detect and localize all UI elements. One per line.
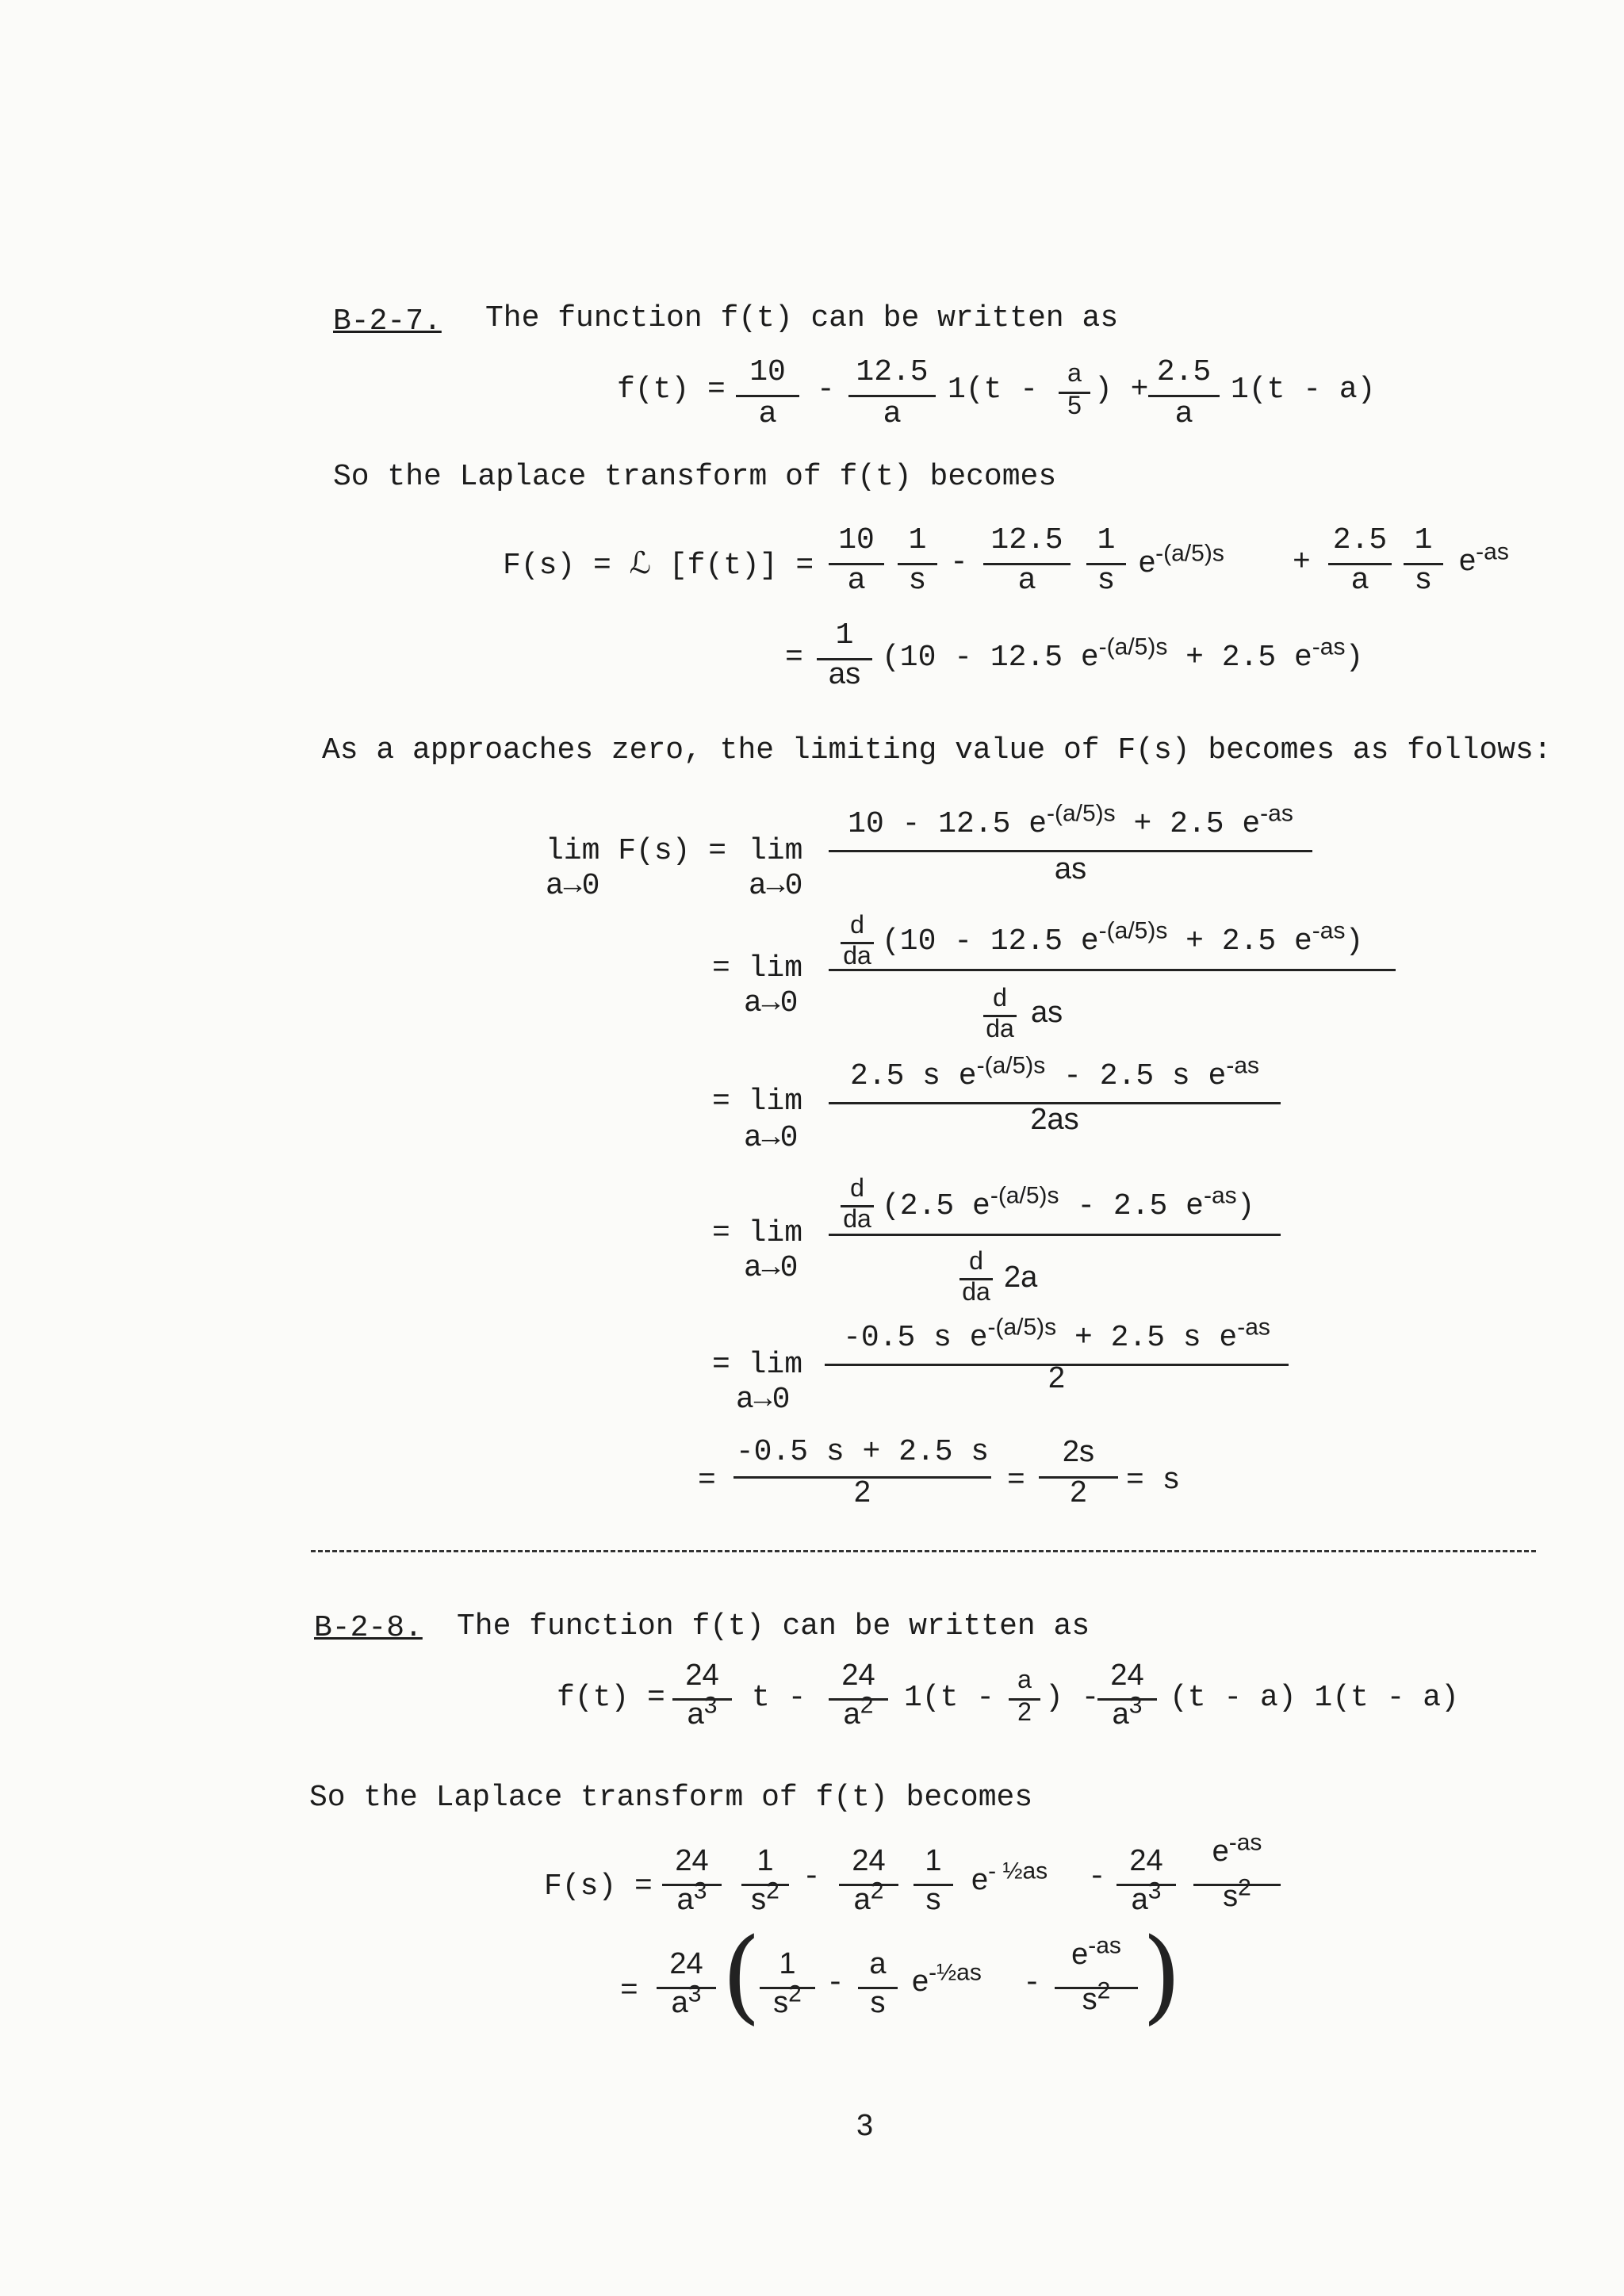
b27-Fs-plus: + xyxy=(1293,545,1311,580)
b27-L2-ddB xyxy=(983,983,1017,1043)
b27-L2-d2: d xyxy=(993,983,1007,1012)
b27-Fs2-sup-b: -as xyxy=(1312,633,1346,660)
b27-ft-term1-num: 10 xyxy=(749,355,786,389)
b27-Fs-t2 xyxy=(983,523,1071,598)
b27-Fs-minus: - xyxy=(950,545,968,580)
b28-ft-a2-num: a xyxy=(1017,1665,1032,1693)
b27-L4-ddB xyxy=(959,1246,993,1307)
b27-L6-den: 2 xyxy=(853,1475,871,1509)
b28-G-num: 24 xyxy=(669,1947,703,1980)
b27-lim-lhs-sub: a→0 xyxy=(546,869,600,903)
b28-G2-den: s xyxy=(870,1986,886,2019)
b27-ft-term2-den: a xyxy=(883,396,901,429)
b27-L3-num-b: - 2.5 s e xyxy=(1063,1059,1227,1093)
b27-Fs2-frac xyxy=(817,618,872,691)
b28-ft-t1-pow: 3 xyxy=(703,1692,718,1719)
b27-Fs2-num: 1 xyxy=(835,618,854,652)
b28-G-pow: 3 xyxy=(688,1980,702,2007)
b28-ft-t3 xyxy=(1097,1659,1157,1732)
b27-L4-num-sup2: -as xyxy=(1203,1182,1237,1209)
b27-L2-num-sup: -(a/5)s xyxy=(1098,917,1168,944)
b27-Fs-exp3 xyxy=(1459,538,1509,578)
b27-Fs-t1b xyxy=(898,523,937,596)
problem-label-b27: B-2-7. xyxy=(333,304,442,339)
b27-Fs2-close: ) xyxy=(1345,641,1364,675)
b27-L6-num: -0.5 s + 2.5 s xyxy=(735,1435,990,1469)
b27-L1-den-s: s xyxy=(1071,852,1087,886)
b27-L4-num-b: - 2.5 e xyxy=(1077,1189,1204,1223)
b27-Fs-t1-den: a xyxy=(848,562,865,595)
b27-L4-num-c: ) xyxy=(1236,1189,1255,1223)
b27-L2-num-c: ) xyxy=(1345,924,1364,959)
b27-L6-eq: = xyxy=(698,1464,716,1498)
b27-L3-num-a: 2.5 s e xyxy=(849,1059,977,1093)
b27-Fs-t2b-den: s xyxy=(1098,562,1114,595)
b28-G3-den: s xyxy=(1082,1983,1097,2016)
b27-ft-term2 xyxy=(848,355,936,431)
b27-Fs-t3b xyxy=(1404,523,1443,596)
right-paren: ) xyxy=(1142,1917,1182,2035)
b28-G3 xyxy=(1055,1932,1138,2017)
b27-Fs-t1-num: 10 xyxy=(838,523,875,557)
b28-F3b-num-sup: -as xyxy=(1228,1829,1262,1856)
b27-L1-num-a: 10 - 12.5 e xyxy=(848,807,1047,841)
b27-Fs-t3-num: 2.5 xyxy=(1332,523,1388,557)
b28-F3-den: a xyxy=(1131,1883,1148,1916)
b28-F3 xyxy=(1116,1844,1176,1917)
b27-L3-eq-lim xyxy=(712,1085,802,1119)
b27-ft-term3-num: 2.5 xyxy=(1156,355,1212,389)
b28-F-minus: - xyxy=(802,1860,821,1894)
b27-Fs-t3b-num: 1 xyxy=(1414,523,1433,557)
b28-F3b-den: s xyxy=(1223,1880,1239,1913)
b27-ft-term1-den: a xyxy=(759,396,776,429)
b28-F1-num: 24 xyxy=(675,1844,709,1877)
b28-G3-num: e xyxy=(1071,1938,1089,1971)
b27-Fs-t3 xyxy=(1328,523,1392,598)
b27-ft-a-over-5 xyxy=(1059,358,1090,420)
b27-L5-den: 2 xyxy=(1048,1361,1066,1395)
b27-ft-term1 xyxy=(736,355,799,431)
b27-L1-num-sup: -(a/5)s xyxy=(1047,800,1116,827)
b28-G2 xyxy=(858,1947,898,2020)
b27-Fs-t1 xyxy=(829,523,884,598)
b28-F2b-den: s xyxy=(925,1883,941,1916)
b27-L4-lim: lim xyxy=(748,1216,803,1250)
b27-L2-num-a: (10 - 12.5 e xyxy=(882,924,1099,959)
b27-L2-da2: da xyxy=(986,1014,1014,1043)
b27-L6-den2: 2 xyxy=(1070,1475,1087,1509)
b28-ft-t2-close: ) - xyxy=(1045,1681,1100,1715)
b27-limit-intro: As a approaches zero, the limiting value of F(s) becomes as follows: xyxy=(322,733,1552,767)
b27-ft-step1: 1(t - xyxy=(948,373,1039,407)
b28-G1-den: s xyxy=(773,1986,789,2019)
b27-L3-sub: a→0 xyxy=(744,1121,799,1155)
b27-ft-term3 xyxy=(1148,355,1220,431)
b28-F1-pow: 3 xyxy=(693,1877,707,1904)
b27-L5-sub: a→0 xyxy=(736,1383,791,1417)
b28-G2-exp xyxy=(912,1959,982,1999)
b27-L5-num-sup: -(a/5)s xyxy=(987,1314,1057,1341)
b27-L2-da: da xyxy=(843,941,871,970)
b27-laplace-intro: So the Laplace transform of f(t) becomes xyxy=(333,460,1057,494)
b27-Fs2-den-s: s xyxy=(845,657,861,691)
b27-Fs-exp3-sup: -as xyxy=(1476,538,1509,565)
b28-F2-exp-sup: - ½as xyxy=(988,1858,1048,1885)
b28-G1-pow: 2 xyxy=(788,1980,802,2007)
b27-L2-den-s: s xyxy=(1048,996,1063,1029)
b27-L1-num-sup2: -as xyxy=(1260,800,1293,827)
b28-ft-a2-den: 2 xyxy=(1017,1697,1032,1726)
b27-Fs-t2b xyxy=(1086,523,1126,596)
b27-Fs-exp3-base: e xyxy=(1459,544,1477,577)
b27-L4-eq: = xyxy=(712,1216,730,1250)
b28-ft-t3-den: a xyxy=(1112,1697,1129,1731)
b28-ft-t2-pow: 2 xyxy=(860,1692,874,1719)
b28-ft-t1-num: 24 xyxy=(685,1659,719,1692)
b27-L5-eq-lim xyxy=(712,1348,802,1382)
b27-Fs-exp2-sup: -(a/5)s xyxy=(1155,540,1224,567)
b28-F1b-num: 1 xyxy=(756,1844,774,1877)
b27-Fs-t1b-den: s xyxy=(910,562,925,595)
b27-ft-close: ) + xyxy=(1094,373,1149,407)
b28-F2-exp-base: e xyxy=(971,1863,989,1896)
b27-L3-den: 2as xyxy=(1030,1103,1079,1136)
b27-L2-num-b: + 2.5 e xyxy=(1185,924,1312,959)
b27-Fs-exp2 xyxy=(1139,540,1224,580)
b28-F1 xyxy=(662,1844,722,1917)
problem-label-b28: B-2-8. xyxy=(314,1611,423,1645)
b28-laplace-intro: So the Laplace transform of f(t) becomes xyxy=(309,1781,1033,1815)
b27-Fs-t2-den: a xyxy=(1018,562,1036,595)
b28-F2-exp xyxy=(971,1858,1048,1897)
b28-ft-t3-pow: 3 xyxy=(1128,1692,1143,1719)
b28-F3b xyxy=(1193,1829,1281,1914)
b27-Fs2-den: a xyxy=(828,657,846,691)
b28-F2b xyxy=(914,1844,953,1917)
b28-G xyxy=(657,1947,716,2020)
b27-Fs-exp2-base: e xyxy=(1139,545,1156,579)
b28-G3-pow: 2 xyxy=(1097,1977,1111,2004)
b27-L1-lim: lim xyxy=(749,834,803,868)
b28-ft-t2 xyxy=(829,1659,888,1732)
b28-F1b-den: s xyxy=(751,1883,767,1916)
b27-L2-eq: = xyxy=(712,951,730,985)
b28-ft-t2-den: a xyxy=(843,1697,860,1731)
b27-L2-sub: a→0 xyxy=(744,986,799,1020)
b27-L5-num-b: + 2.5 s e xyxy=(1074,1321,1238,1355)
b27-L6-tail: = s xyxy=(1126,1464,1181,1498)
b27-Fs2-eq: = xyxy=(785,641,803,675)
b27-L5-eq: = xyxy=(712,1348,730,1382)
b28-F2-den: a xyxy=(853,1883,871,1916)
b28-G3-num-sup: -as xyxy=(1088,1932,1121,1959)
b27-Fs-t3b-den: s xyxy=(1415,562,1431,595)
b28-G-eq: = xyxy=(620,1974,638,2008)
b27-L4-da: da xyxy=(843,1204,871,1233)
b27-L2-bar xyxy=(829,969,1396,971)
b28-F1b-pow: 2 xyxy=(766,1877,779,1904)
b28-intro: The function f(t) can be written as xyxy=(457,1609,1090,1644)
section-separator xyxy=(311,1550,1536,1552)
b27-L3-eq: = xyxy=(712,1085,730,1119)
b28-F3-num: 24 xyxy=(1129,1844,1163,1877)
b28-Fs-lhs: F(s) = xyxy=(544,1869,653,1904)
b28-G2-num: a xyxy=(869,1947,887,1980)
b27-L4-ddA xyxy=(841,1173,874,1234)
b27-L2-d: d xyxy=(850,910,864,939)
b28-F3-pow: 3 xyxy=(1147,1877,1162,1904)
b27-L4-sub: a→0 xyxy=(744,1251,799,1285)
b27-Fs-t2-num: 12.5 xyxy=(990,523,1063,557)
b27-L2-lim: lim xyxy=(748,951,803,985)
b28-ft-t3-rest: (t - a) 1(t - a) xyxy=(1170,1681,1459,1715)
b27-L6-frac2 xyxy=(1039,1435,1118,1510)
b27-lim-lhs: lim F(s) = xyxy=(546,834,727,868)
b27-Fs2-sup-a: -(a/5)s xyxy=(1098,633,1168,660)
b27-ft-lhs: f(t) = xyxy=(617,373,726,407)
b28-F2-pow: 2 xyxy=(870,1877,884,1904)
b27-L2-ddA xyxy=(841,910,874,970)
b28-ft-t1-den: a xyxy=(687,1697,704,1731)
b27-intro: The function f(t) can be written as xyxy=(485,301,1119,335)
b28-G2-exp-sup: -½as xyxy=(929,1959,982,1986)
b28-G1 xyxy=(760,1947,815,2020)
b27-ft-term3-den: a xyxy=(1175,396,1193,429)
b27-ft-a5-den: 5 xyxy=(1067,391,1082,419)
b27-L6-frac1 xyxy=(733,1435,991,1510)
b27-Fs2-part-a: (10 - 12.5 e xyxy=(882,641,1099,675)
b27-L1-sub: a→0 xyxy=(749,869,803,903)
b27-ft-step2: 1(t - a) xyxy=(1231,373,1376,407)
b28-ft-a-over-2 xyxy=(1009,1665,1040,1727)
b28-F2 xyxy=(839,1844,898,1917)
b28-F1-den: a xyxy=(676,1883,694,1916)
b27-L2-den xyxy=(1031,996,1063,1030)
b28-F2b-num: 1 xyxy=(925,1844,942,1877)
b28-F-minus2: - xyxy=(1088,1860,1106,1894)
b28-ft-t1 xyxy=(672,1659,732,1732)
b27-ft-term2-num: 12.5 xyxy=(856,355,929,389)
b27-L4-d2: d xyxy=(969,1246,983,1275)
b27-L3-num-sup2: -as xyxy=(1226,1052,1260,1079)
b27-L2-num-sup2: -as xyxy=(1312,917,1346,944)
b27-L5-num-a: -0.5 s e xyxy=(843,1321,988,1355)
b27-L3-num-sup: -(a/5)s xyxy=(976,1052,1046,1079)
b27-L6-num2: 2s xyxy=(1062,1435,1095,1468)
b27-Fs-t2b-num: 1 xyxy=(1097,523,1116,557)
b27-L2-den-a: a xyxy=(1031,996,1048,1029)
b27-L5-lim: lim xyxy=(748,1348,803,1382)
b27-Fs2-body xyxy=(882,633,1364,675)
b27-L4-num xyxy=(882,1182,1255,1223)
b28-ft-t2-rest: 1(t - xyxy=(904,1681,995,1715)
b27-Fs-t3-den: a xyxy=(1351,562,1369,595)
page-number: 3 xyxy=(856,2109,874,2142)
left-paren: ( xyxy=(722,1917,761,2035)
b28-G-den: a xyxy=(671,1986,688,2019)
b28-ft-t2-num: 24 xyxy=(841,1659,875,1692)
b28-F3b-pow: 2 xyxy=(1238,1874,1251,1901)
b28-F2-num: 24 xyxy=(852,1844,886,1877)
b27-L6-eq2: = xyxy=(1007,1464,1025,1498)
b27-L1-num-b: + 2.5 e xyxy=(1133,807,1261,841)
b27-L4-den: 2a xyxy=(1004,1261,1038,1294)
b28-G-minus2: - xyxy=(1023,1966,1041,2000)
b27-L1-den: a xyxy=(1054,852,1072,886)
b28-F3b-num: e xyxy=(1212,1835,1229,1868)
b27-L1-frac xyxy=(829,800,1312,886)
b27-ft-minus: - xyxy=(817,373,835,407)
b27-L4-num-a: (2.5 e xyxy=(882,1189,990,1223)
b27-L5-num-sup2: -as xyxy=(1237,1314,1270,1341)
b27-L4-d: d xyxy=(850,1173,864,1202)
b27-L4-bar xyxy=(829,1234,1281,1236)
b28-G1-num: 1 xyxy=(779,1947,796,1980)
b27-L4-num-sup: -(a/5)s xyxy=(990,1182,1059,1209)
b27-Fs-lhs: F(s) = ℒ [f(t)] = xyxy=(503,549,814,583)
b27-L2-eq-lim xyxy=(712,951,802,985)
b28-ft-lhs: f(t) = xyxy=(557,1681,665,1715)
b27-L5-frac xyxy=(825,1314,1289,1395)
b27-L2-num xyxy=(882,917,1364,959)
b27-ft-a5-num: a xyxy=(1067,358,1082,387)
b28-ft-t3-num: 24 xyxy=(1110,1659,1144,1692)
b27-L3-frac xyxy=(829,1052,1281,1137)
b28-F1b xyxy=(741,1844,789,1917)
b28-ft-t1-rest: t - xyxy=(752,1681,806,1715)
b28-G2-exp-base: e xyxy=(912,1965,929,1998)
b27-L4-eq-lim xyxy=(712,1216,802,1250)
b27-Fs2-part-b: + 2.5 e xyxy=(1185,641,1312,675)
b27-L3-lim: lim xyxy=(748,1085,803,1119)
b27-L4-da2: da xyxy=(962,1277,990,1306)
b27-Fs-t1b-num: 1 xyxy=(908,523,927,557)
b28-G-minus1: - xyxy=(826,1966,845,2000)
